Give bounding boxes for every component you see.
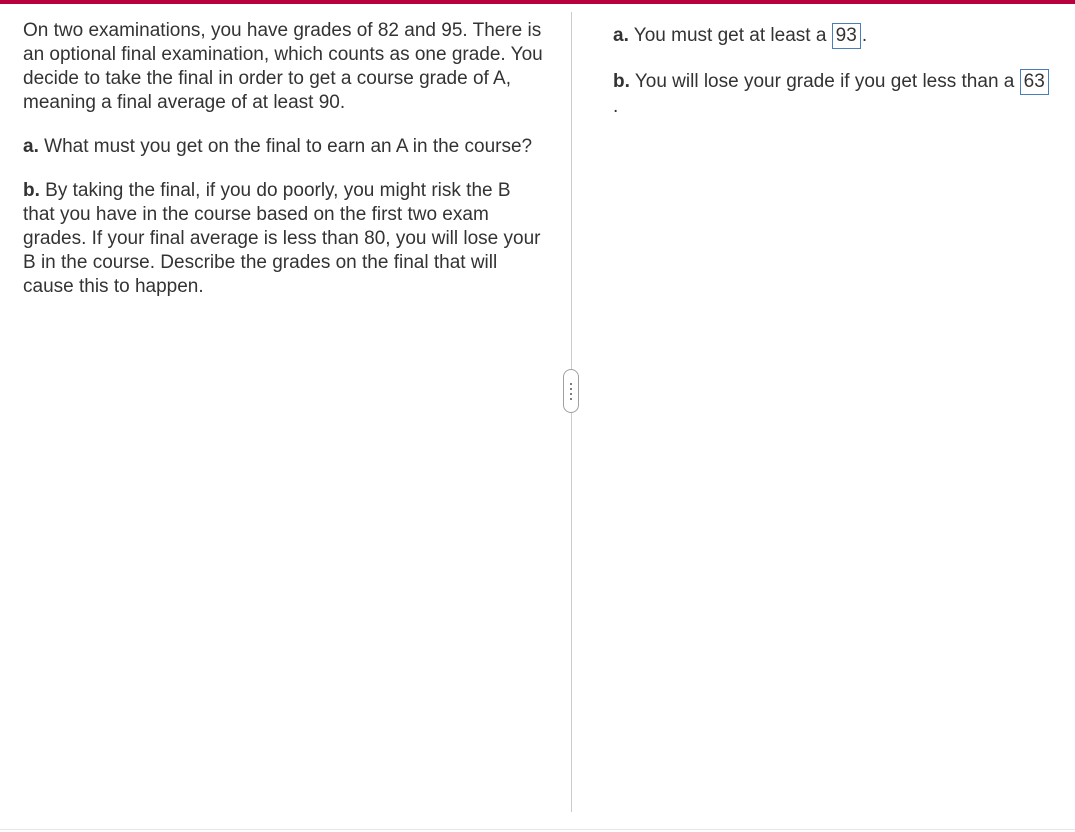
part-b-text: By taking the final, if you do poorly, you might risk the B that you have in the course based on the first two exam grades. If your final average is less than 80, you will lose your B in the course. Describe the grades on the final that will cause this to happen. bbox=[23, 180, 541, 297]
answer-b-label: b. bbox=[613, 71, 630, 92]
answer-a-label: a. bbox=[613, 25, 629, 46]
question-intro: On two examinations, you have grades of 82 and 95. There is an optional final examination, which counts as one grade. You decide to take the final in order to get a course grade of A, meaning a final average of at least 90. bbox=[23, 20, 543, 113]
part-a-label: a. bbox=[23, 136, 39, 157]
question-pane bbox=[23, 19, 543, 319]
answer-part-a bbox=[613, 23, 1053, 49]
top-accent-bar bbox=[0, 0, 1075, 4]
question-part-b bbox=[23, 179, 543, 299]
answer-a-prefix: You must get at least a bbox=[633, 25, 827, 46]
answer-pane bbox=[613, 23, 1053, 139]
answer-a-box[interactable]: 93 bbox=[832, 23, 861, 49]
answer-b-box[interactable]: 63 bbox=[1020, 69, 1049, 95]
divider-handle[interactable] bbox=[563, 369, 579, 413]
answer-b-suffix: . bbox=[613, 96, 619, 117]
answer-b-prefix: You will lose your grade if you get less than a bbox=[634, 71, 1015, 92]
answer-a-suffix: . bbox=[861, 25, 868, 46]
question-part-a bbox=[23, 135, 543, 159]
part-a-text: What must you get on the final to earn an A in the course? bbox=[44, 136, 533, 157]
answer-part-b bbox=[613, 69, 1053, 119]
bottom-divider bbox=[0, 829, 1075, 830]
part-b-label: b. bbox=[23, 180, 40, 201]
vertical-ellipsis-icon bbox=[570, 383, 572, 400]
